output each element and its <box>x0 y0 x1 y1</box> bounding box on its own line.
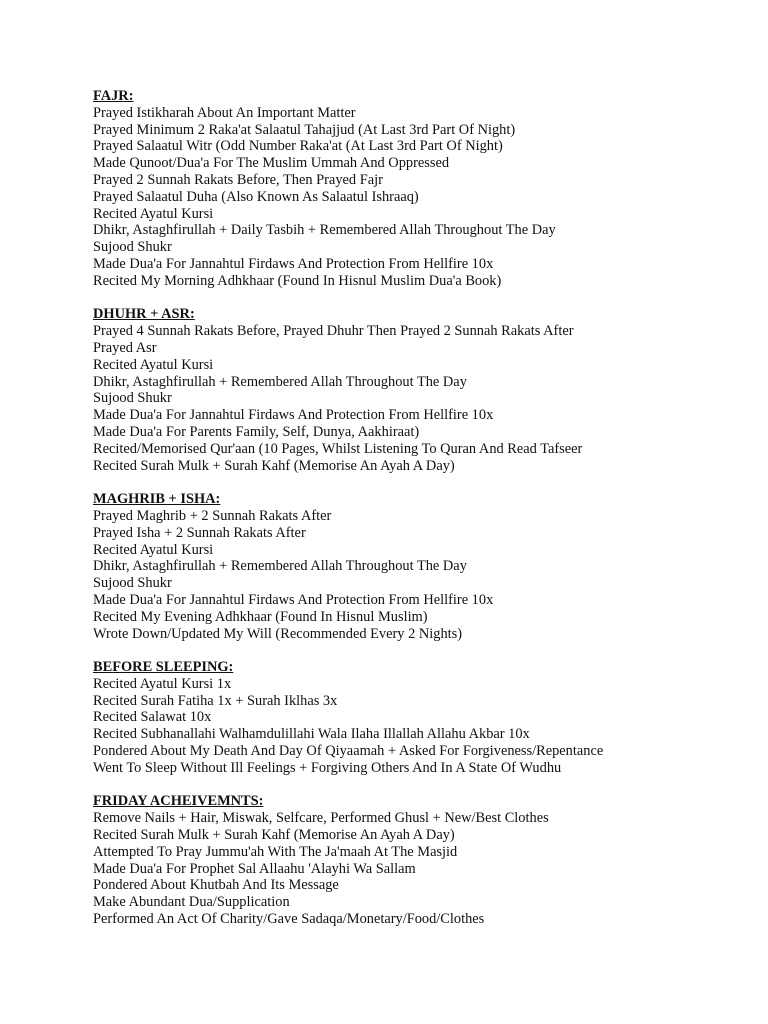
list-item: Recited/Memorised Qur'aan (10 Pages, Whilst Listening To Quran And Read Tafseer <box>93 440 583 457</box>
list-item: Made Qunoot/Dua'a For The Muslim Ummah And Oppressed <box>93 155 450 172</box>
list-item: Prayed Salaatul Duha (Also Known As Salaatul Ishraaq) <box>93 188 419 205</box>
list-item: Made Dua'a For Jannahtul Firdaws And Protection From Hellfire 10x <box>93 255 494 272</box>
list-item: Recited Ayatul Kursi <box>93 356 214 373</box>
list-item: Made Dua'a For Prophet Sal Allaahu 'Alayhi Wa Sallam <box>93 860 416 877</box>
list-item: Dhikr, Astaghfirullah + Remembered Allah Throughout The Day <box>93 373 467 390</box>
list-item: Prayed Salaatul Witr (Odd Number Raka'at (At Last 3rd Part Of Night) <box>93 138 503 155</box>
list-item: Performed An Act Of Charity/Gave Sadaqa/Monetary/Food/Clothes <box>93 911 485 928</box>
list-item: Recited Ayatul Kursi <box>93 205 214 222</box>
section-heading: FRIDAY ACHEIVEMNTS: <box>93 793 264 810</box>
section-heading: MAGHRIB + ISHA: <box>93 491 221 508</box>
section-maghrib-isha <box>93 491 753 642</box>
section-fajr <box>93 88 753 290</box>
section-heading: FAJR: <box>93 88 134 104</box>
list-item: Make Abundant Dua/Supplication <box>93 894 290 911</box>
list-item: Prayed Asr <box>93 339 157 356</box>
list-item: Prayed Istikharah About An Important Matter <box>93 104 356 121</box>
list-item: Recited My Evening Adhkhaar (Found In Hisnul Muslim) <box>93 608 428 625</box>
list-item: Prayed Isha + 2 Sunnah Rakats After <box>93 524 306 541</box>
list-item: Recited Subhanallahi Walhamdulillahi Wala Ilaha Illallah Allahu Akbar 10x <box>93 726 530 743</box>
list-item: Remove Nails + Hair, Miswak, Selfcare, Performed Ghusl + New/Best Clothes <box>93 810 549 827</box>
list-item: Recited Surah Mulk + Surah Kahf (Memorise An Ayah A Day) <box>93 827 455 844</box>
list-item: Dhikr, Astaghfirullah + Daily Tasbih + Remembered Allah Throughout The Day <box>93 222 556 239</box>
list-item: Prayed Maghrib + 2 Sunnah Rakats After <box>93 507 332 524</box>
list-item: Dhikr, Astaghfirullah + Remembered Allah Throughout The Day <box>93 558 467 575</box>
list-item: Prayed Minimum 2 Raka'at Salaatul Tahajjud (At Last 3rd Part Of Night) <box>93 121 516 138</box>
section-before-sleeping <box>93 659 753 777</box>
list-item: Sujood Shukr <box>93 390 172 407</box>
list-item: Prayed 4 Sunnah Rakats Before, Prayed Dhuhr Then Prayed 2 Sunnah Rakats After <box>93 323 574 340</box>
list-item: Went To Sleep Without Ill Feelings + Forgiving Others And In A State Of Wudhu <box>93 759 562 776</box>
list-item: Recited Surah Fatiha 1x + Surah Iklhas 3x <box>93 692 338 709</box>
section-dhuhr-asr <box>93 306 753 474</box>
section-heading: BEFORE SLEEPING: <box>93 659 234 676</box>
document-body <box>93 88 753 945</box>
list-item: Made Dua'a For Parents Family, Self, Dunya, Aakhiraat) <box>93 423 420 440</box>
list-item: Made Dua'a For Jannahtul Firdaws And Protection From Hellfire 10x <box>93 407 494 424</box>
list-item: Made Dua'a For Jannahtul Firdaws And Protection From Hellfire 10x <box>93 591 494 608</box>
list-item: Recited Ayatul Kursi 1x <box>93 675 232 692</box>
list-item: Recited My Morning Adhkhaar (Found In Hisnul Muslim Dua'a Book) <box>93 272 502 289</box>
list-item: Prayed 2 Sunnah Rakats Before, Then Prayed Fajr <box>93 171 383 188</box>
list-item: Sujood Shukr <box>93 239 172 256</box>
list-item: Pondered About Khutbah And Its Message <box>93 877 339 894</box>
list-item: Recited Surah Mulk + Surah Kahf (Memorise An Ayah A Day) <box>93 457 455 474</box>
list-item: Recited Ayatul Kursi <box>93 541 214 558</box>
list-item: Wrote Down/Updated My Will (Recommended Every 2 Nights) <box>93 625 463 642</box>
list-item: Attempted To Pray Jummu'ah With The Ja'maah At The Masjid <box>93 843 458 860</box>
list-item: Pondered About My Death And Day Of Qiyaamah + Asked For Forgiveness/Repentance <box>93 743 604 760</box>
section-heading: DHUHR + ASR: <box>93 306 195 323</box>
section-friday-achievements <box>93 793 753 927</box>
list-item: Recited Salawat 10x <box>93 709 212 726</box>
list-item: Sujood Shukr <box>93 575 172 592</box>
